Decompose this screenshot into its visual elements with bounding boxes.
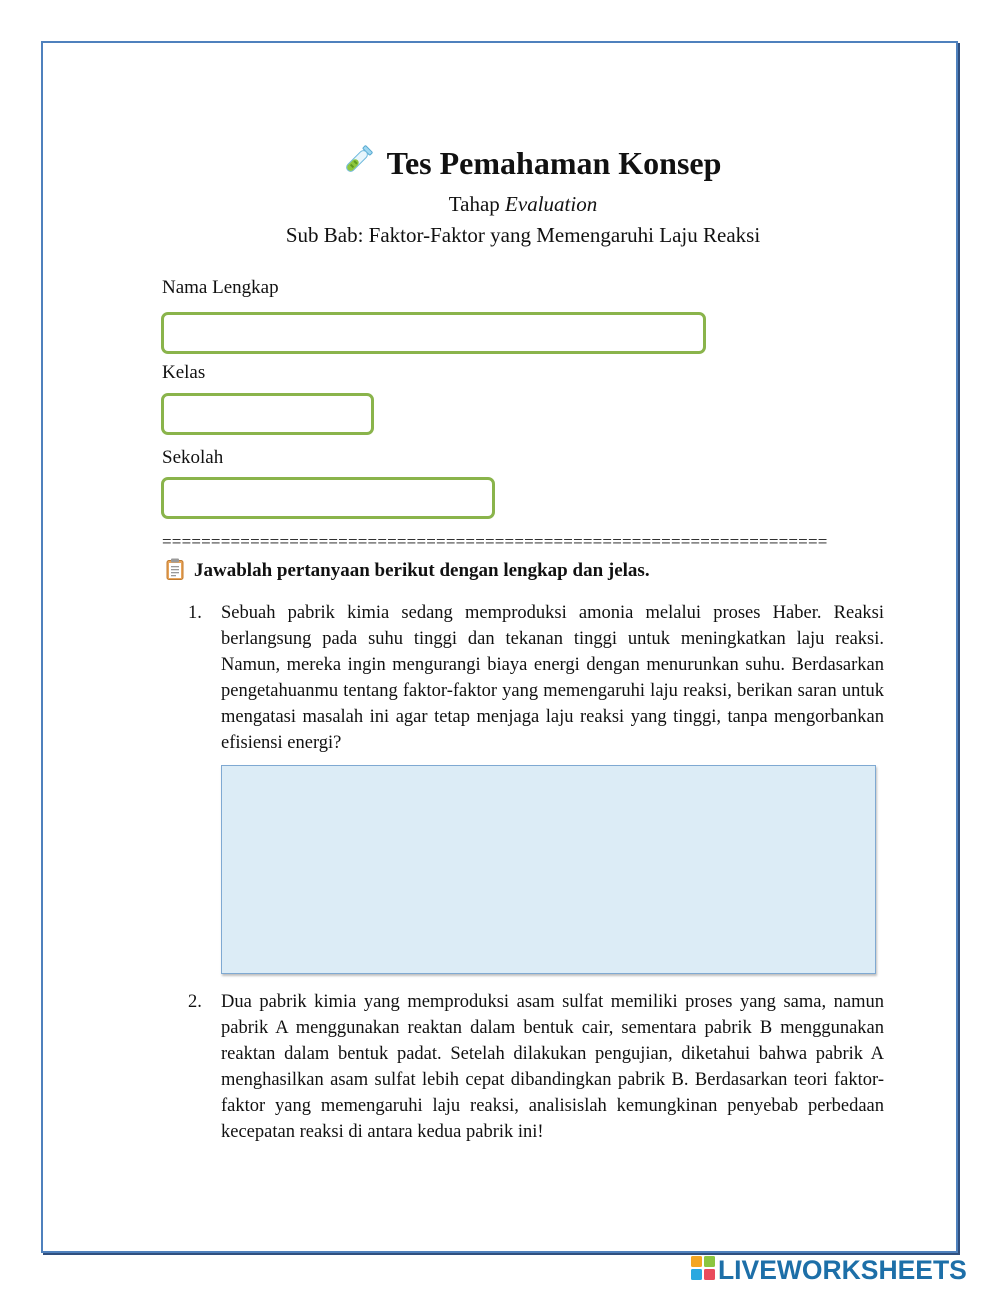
separator-line: ==================================================================== [162, 532, 828, 551]
test-tube-icon [339, 143, 375, 191]
class-label: Kelas [162, 362, 206, 383]
instruction [166, 558, 650, 588]
instruction-text: Jawablah pertanyaan berikut dengan lengkap dan jelas. [194, 560, 650, 581]
school-field[interactable] [161, 477, 495, 519]
question-number: 2. [188, 992, 202, 1012]
page-title [0, 140, 1000, 191]
answer-box-1[interactable] [221, 765, 876, 974]
school-label: Sekolah [162, 447, 224, 468]
name-label: Nama Lengkap [162, 277, 279, 298]
question-number: 1. [188, 603, 202, 623]
question-1 [188, 600, 884, 756]
title-text: Tes Pemahaman Konsep [386, 145, 722, 181]
question-text: Dua pabrik kimia yang memproduksi asam sulfat memiliki proses yang sama, namun pabrik A menggunakan reaktan dalam bentuk cair, sementara pabrik B menggunakan reaktan dalam bentuk padat. Setelah dilakukan pengujian, diketahui bahwa pabrik A menghasilkan asam sulfat lebih cepat dibandingkan pabrik B. Berdasarkan teori faktor-faktor yang memengaruhi laju reaksi, analisislah kemungkinan penyebab perbedaan kecepatan reaksi di antara kedua pabrik ini! [221, 992, 884, 1142]
stage-prefix: Tahap [448, 192, 506, 216]
name-field[interactable] [161, 312, 706, 354]
stage-name: Evaluation [505, 192, 598, 216]
question-text: Sebuah pabrik kimia sedang memproduksi amonia melalui proses Haber. Reaksi berlangsung pada suhu tinggi dan tekanan tinggi untuk meningkatkan laju reaksi. Namun, mereka ingin mengurangi biaya energi dengan menurunkan suhu. Berdasarkan pengetahuanmu tentang faktor-faktor yang memengaruhi laju reaksi, berikan saran untuk mengatasi masalah ini agar tetap menjaga laju reaksi yang tinggi, tanpa mengorbankan efisiensi energi? [221, 603, 884, 753]
class-field[interactable] [161, 393, 374, 435]
clipboard-icon [166, 558, 184, 588]
question-2 [188, 989, 884, 1145]
stage-line [0, 190, 1000, 218]
liveworksheets-logo-icon [691, 1256, 715, 1285]
subchapter: Sub Bab: Faktor-Faktor yang Memengaruhi Laju Reaksi [285, 223, 761, 247]
brand-logo [691, 1255, 967, 1285]
brand-name: LIVEWORKSHEETS [718, 1254, 967, 1285]
